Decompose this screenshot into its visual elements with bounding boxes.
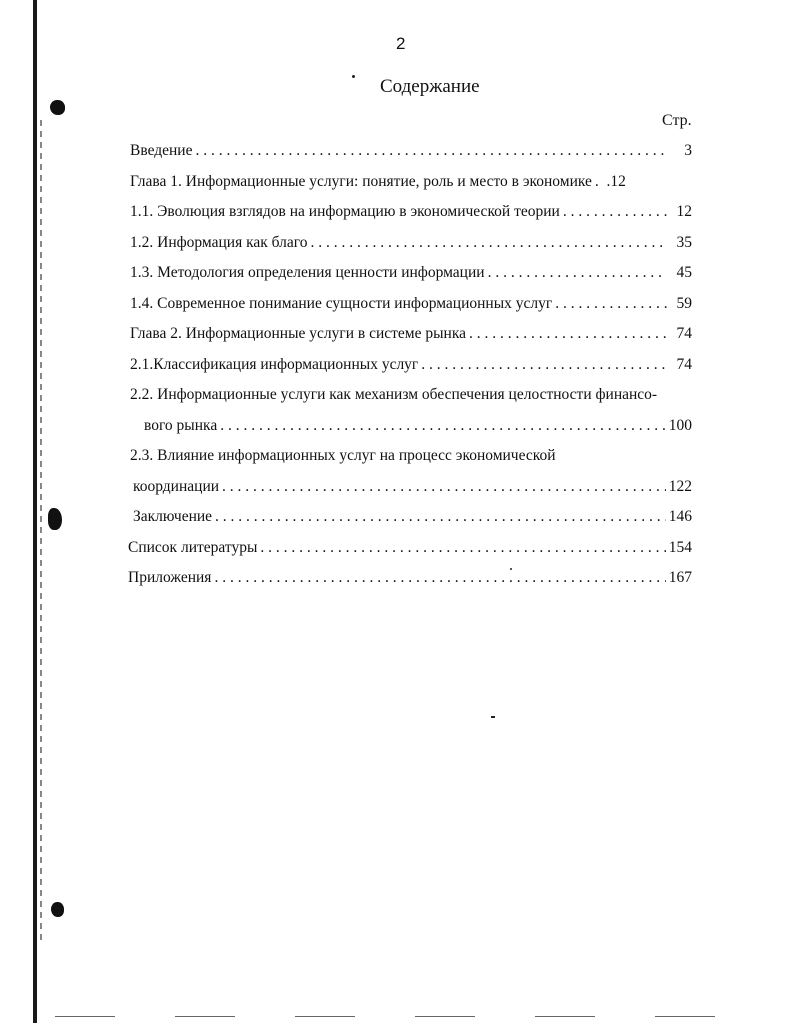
toc-entry-section-2-2 bbox=[130, 411, 692, 442]
page-column-label: Стр. bbox=[662, 112, 692, 129]
toc-entry-text: 1.4. Современное понимание сущности информационных услуг bbox=[130, 294, 553, 312]
dot-leader bbox=[222, 478, 666, 496]
scan-speck bbox=[491, 716, 495, 718]
toc-entry-page: 167 bbox=[668, 569, 692, 587]
toc-entry-page: 146 bbox=[668, 508, 692, 526]
toc-entry-page: 74 bbox=[676, 355, 692, 373]
ink-blot bbox=[48, 508, 62, 530]
toc-entry-section-2-3-line-1 bbox=[130, 441, 692, 472]
toc-entry-text: 2.1.Классификация информационных услуг bbox=[130, 355, 419, 373]
page-title: Содержание bbox=[380, 76, 480, 97]
toc-entry-chapter-2 bbox=[130, 319, 692, 350]
toc-entry-text: Введение bbox=[130, 142, 193, 160]
scan-edge-mark bbox=[33, 0, 37, 1023]
dot-leader bbox=[563, 203, 667, 221]
page-number: 2 bbox=[396, 34, 406, 53]
ink-blot bbox=[51, 902, 64, 917]
toc-entry-page: 59 bbox=[676, 294, 692, 312]
ink-blot bbox=[50, 100, 65, 115]
toc-entry-references bbox=[128, 533, 692, 564]
toc-entry-text: Заключение bbox=[133, 508, 213, 526]
dot-leader bbox=[260, 539, 665, 557]
toc-entry-text: координации bbox=[133, 477, 220, 495]
toc-entry-section-1-1 bbox=[130, 197, 692, 228]
toc-entry-intro bbox=[130, 136, 692, 167]
toc-entry-page: 122 bbox=[668, 477, 692, 495]
toc-entry-page: 3 bbox=[684, 142, 692, 160]
toc-entry-page: 45 bbox=[676, 264, 692, 282]
toc-entry-text: 1.3. Методология определения ценности информации bbox=[130, 264, 485, 282]
toc-entry-page: .12 bbox=[606, 172, 626, 190]
toc-entry-section-1-4 bbox=[130, 289, 692, 320]
toc-entry-text: Приложения bbox=[128, 569, 212, 587]
toc-entry-text: 2.3. Влияние информационных услуг на процесс экономической bbox=[130, 447, 556, 465]
scan-edge-noise bbox=[40, 120, 42, 940]
dot-leader bbox=[421, 356, 667, 374]
toc-entry-page: 35 bbox=[676, 233, 692, 251]
dot-leader bbox=[469, 325, 667, 343]
scan-speck bbox=[352, 75, 355, 78]
dot-leader bbox=[195, 142, 667, 160]
toc-entry-text: 1.1. Эволюция взглядов на информацию в экономической теории bbox=[130, 203, 560, 221]
toc-entry-text: 1.2. Информация как благо bbox=[130, 233, 308, 251]
toc-entry-text: Глава 2. Информационные услуги в системе рынка bbox=[130, 325, 466, 343]
toc-entry-section-1-3 bbox=[130, 258, 692, 289]
toc-entry-section-2-3 bbox=[130, 472, 692, 503]
toc-entry-section-1-2 bbox=[130, 228, 692, 259]
toc-entry-page: 74 bbox=[676, 325, 692, 343]
toc-entry-appendix bbox=[128, 563, 692, 594]
toc-entry-page: 100 bbox=[668, 416, 692, 434]
toc-entry-chapter-1 bbox=[130, 167, 692, 198]
table-of-contents bbox=[130, 136, 692, 594]
toc-entry-page: 12 bbox=[676, 203, 692, 221]
toc-entry-text: Список литературы bbox=[128, 538, 258, 556]
toc-entry-text: 2.2. Информационные услуги как механизм обеспечения целостности финансо- bbox=[130, 386, 658, 404]
toc-entry-section-2-2-line-1 bbox=[130, 380, 735, 411]
toc-entry-conclusion bbox=[130, 502, 692, 533]
dot-leader bbox=[215, 508, 666, 526]
dot-leader bbox=[311, 234, 667, 252]
bottom-scan-line bbox=[55, 1016, 755, 1017]
dot-leader bbox=[555, 295, 667, 313]
dot-leader bbox=[595, 173, 601, 191]
toc-entry-text: вого рынка bbox=[144, 416, 218, 434]
toc-entry-text: Глава 1. Информационные услуги: понятие, роль и место в экономике bbox=[130, 172, 592, 190]
toc-entry-section-2-1 bbox=[130, 350, 692, 381]
dot-leader bbox=[220, 417, 666, 435]
toc-entry-page: 154 bbox=[668, 538, 692, 556]
dot-leader bbox=[214, 569, 665, 587]
dot-leader bbox=[488, 264, 667, 282]
